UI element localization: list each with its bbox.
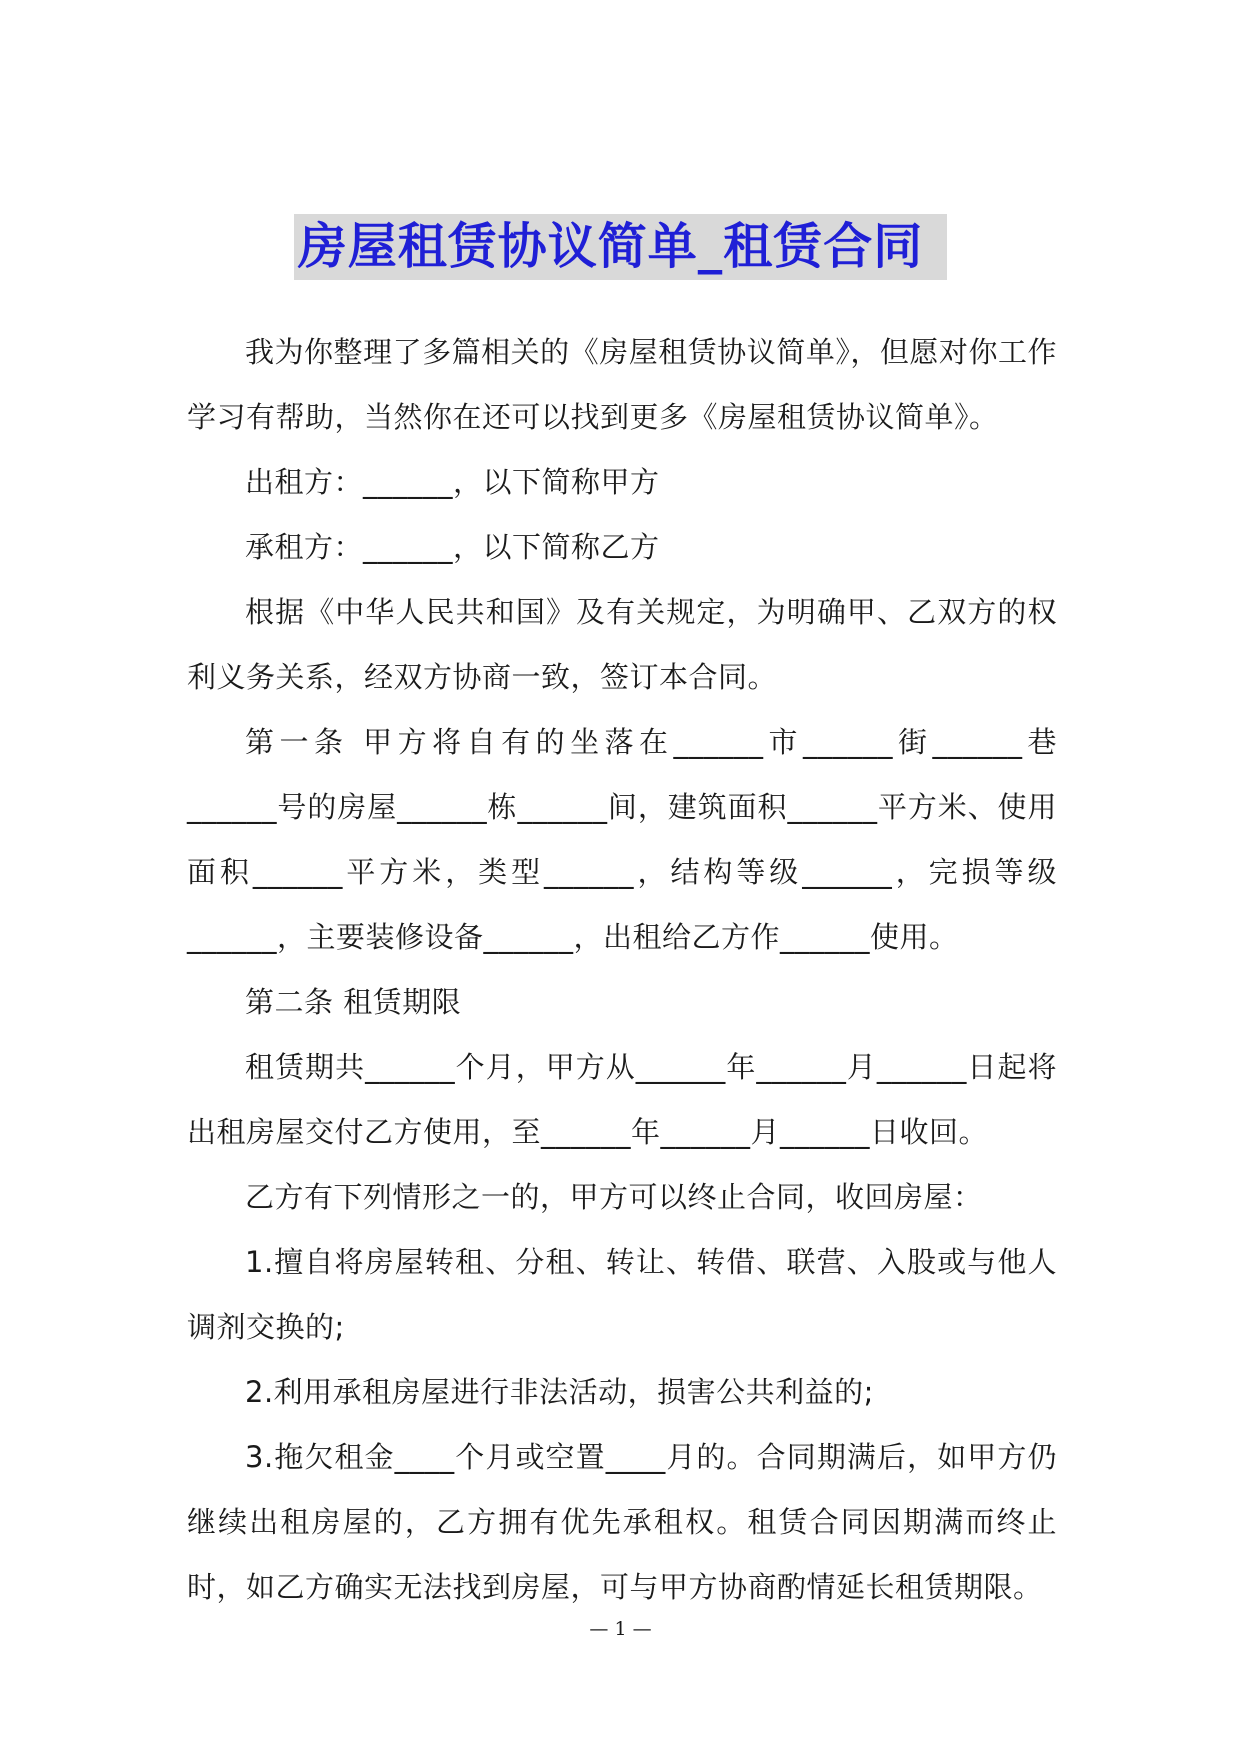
article-one: 第一条 甲方将自有的坐落在______市______街______巷______号的房屋______栋______间，建筑面积______平方米、使用面积______平方米，类型______，结构等级______，完损等级______，主要装修设备______，出租给乙方作______使用。 [187,725,1057,954]
termination-item-2: 2.利用承租房屋进行非法活动，损害公共利益的; [245,1375,874,1409]
title-container [0,214,1241,280]
basis-paragraph: 根据《中华人民共和国》及有关规定，为明确甲、乙双方的权利义务关系，经双方协商一致，签订本合同。 [187,595,1057,694]
article-two-heading: 第二条 租赁期限 [245,985,462,1019]
lessee-line: 承租方：______，以下简称乙方 [245,530,660,564]
lease-term-paragraph: 租赁期共______个月，甲方从______年______月______日起将出租房屋交付乙方使用，至______年______月______日收回。 [187,1050,1057,1149]
page-number: — 1 — [589,1618,652,1640]
intro-paragraph: 我为你整理了多篇相关的《房屋租赁协议简单》，但愿对你工作学习有帮助，当然你在还可以找到更多《房屋租赁协议简单》。 [187,335,1057,434]
termination-intro: 乙方有下列情形之一的，甲方可以终止合同，收回房屋： [245,1180,983,1214]
termination-item-1: 1.擅自将房屋转租、分租、转让、转借、联营、入股或与他人调剂交换的; [187,1245,1057,1344]
document-body [187,320,1057,1620]
termination-item-3: 3.拖欠租金____个月或空置____月的。合同期满后，如甲方仍继续出租房屋的，乙方拥有优先承租权。租赁合同因期满而终止时，如乙方确实无法找到房屋，可与甲方协商酌情延长租赁期限。 [187,1440,1057,1604]
lessor-line: 出租方：______，以下简称甲方 [245,465,660,499]
document-title: 房屋租赁协议简单_租赁合同 [294,214,948,280]
